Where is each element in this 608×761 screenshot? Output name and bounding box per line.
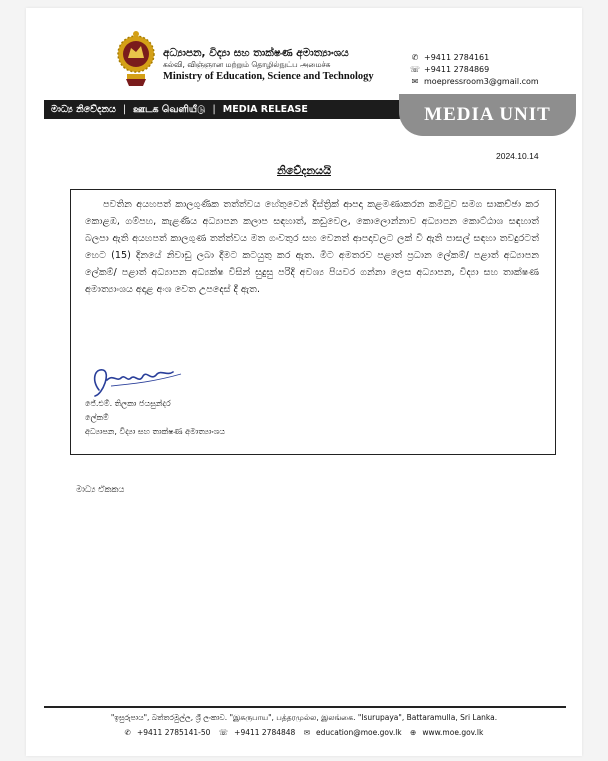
release-date: 2024.10.14 (496, 151, 539, 161)
band-label-sinhala: මාධ්‍ය නිවේදනය (51, 104, 116, 115)
email-icon: ✉ (303, 728, 311, 737)
email-icon: ✉ (411, 77, 419, 86)
phone-icon: ✆ (124, 728, 131, 737)
notice-body: පවතින අයහපත් කාලගුණික තත්ත්වය හේතුවෙන් දිස්ත්‍රික් ආපදා කළමණාකරන කමිටුව සමග සාකච්ඡා කර කොළඹ, ගම්පහ, කැළණිය අධ්‍යාපන කලාප සඳහාත්, කඩුවෙල, කොලොන්නාව අධ්‍යාපන කොට්ඨාශ සඳහාත් බලපා ඇති අයහපත් කාලගුණ තත්ත්වය මත ගංවතුර සහ වෙනත් ආපදාවලට ලක් වී ඇති පාසල් සඳහා තවදුරටත් හෙට (15) දිනයේ නිවාඩු ලබා දීමට කටයුතු කර ඇත. මීට අමතරව පළාත් ප්‍රධාන ලේකම්/ පළාත් අධ්‍යාපන ලේකම්/ පළාත් අධ්‍යාපන අධ්‍යක්ෂ විසින් සුදුසු පරිදි අවශ්‍ය පියවර ගන්නා ලෙස අධ්‍යාපන, විද්‍යා සහ තාක්ෂණ අමාත්‍යාංශය අදාළ අංශ වෙත උපදෙස් දී ඇත. (85, 199, 539, 296)
band-separator: | (122, 104, 127, 115)
phone-1-text: +9411 2784161 (424, 53, 490, 62)
band-label-tamil: ஊடக வெளியீடு (133, 103, 206, 115)
media-unit-tab: MEDIA UNIT (399, 94, 576, 136)
footer-website: www.moe.gov.lk (422, 728, 484, 737)
signature-icon (81, 360, 191, 400)
fax-icon: ☏ (218, 728, 229, 737)
footer-phone: +9411 2785141-50 (136, 728, 211, 737)
contact-phone-1 (410, 52, 539, 64)
signer-block (85, 397, 225, 439)
footer-address: "ඉසුරුපාය", බත්තරමුල්ල, ශ්‍රී ලංකාව. "இசுருபாய", பத்தரமுல்ல, இலங்கை. "Isurupaya", Battaramulla, Sri Lanka. (110, 713, 498, 722)
phone-2-text: +9411 2784869 (424, 65, 490, 74)
web-icon: ⊕ (410, 728, 417, 737)
notice-box (70, 189, 556, 455)
ministry-name-tamil: கல்வி, விஞ்ஞான மற்றும் தொழில்நுட்ப அமைச்சு (163, 60, 331, 69)
fax-icon: ☏ (410, 65, 421, 74)
signer-ministry: අධ්‍යාපන, විද්‍යා සහ තාක්ෂණ අමාත්‍යාංශය (85, 427, 225, 436)
signer-name: ජේ.එම්. තිලකා ජයසුන්දර (85, 399, 171, 408)
footer-contacts (26, 728, 582, 737)
ministry-name-english: Ministry of Education, Science and Technology (163, 71, 374, 82)
national-emblem-icon (116, 30, 156, 88)
band-label-english: MEDIA RELEASE (222, 104, 308, 115)
phone-icon: ✆ (411, 53, 419, 62)
ministry-name (163, 47, 374, 83)
notice-title: නිවේදනයයි (277, 164, 331, 177)
footer-email: education@moe.gov.lk (316, 728, 402, 737)
contact-email (410, 76, 539, 88)
header-contacts (410, 52, 539, 88)
ministry-name-sinhala: අධ්‍යාපන, විද්‍යා සහ තාක්ෂණ අමාත්‍යාංශය (163, 47, 349, 59)
footer-fax: +9411 2784848 (234, 728, 296, 737)
email-text: moepressroom3@gmail.com (424, 77, 539, 86)
band-separator: | (212, 104, 216, 115)
signer-title: ලේකම් (85, 413, 109, 422)
footer-divider (44, 706, 566, 708)
press-release-page (26, 8, 582, 756)
issued-by: මාධ්‍ය ඒකකය (76, 485, 125, 495)
contact-phone-2 (410, 64, 539, 76)
